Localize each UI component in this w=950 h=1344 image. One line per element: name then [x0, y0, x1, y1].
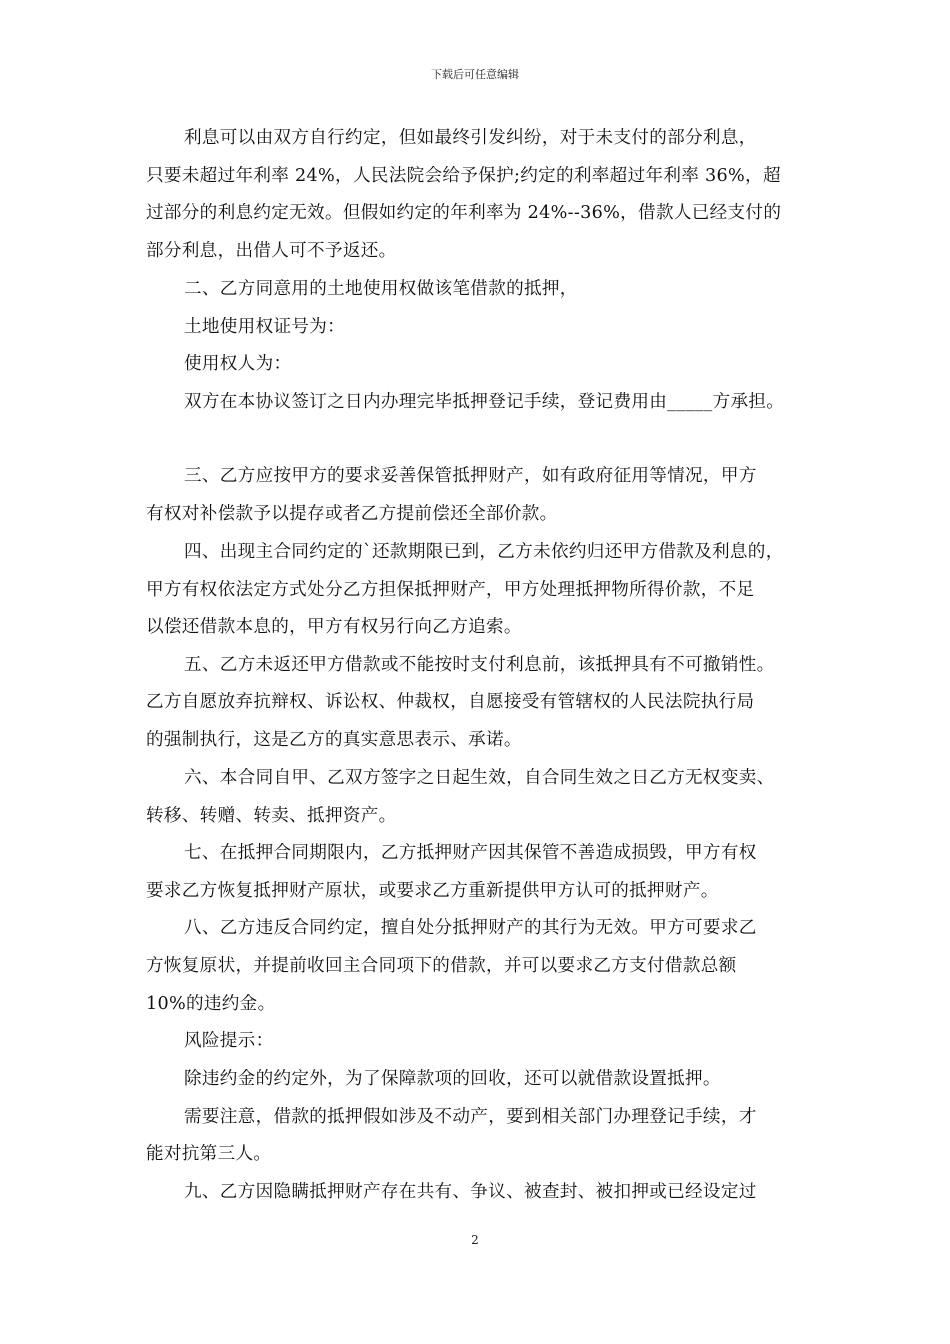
body-line: 土地使用权证号为：	[184, 317, 346, 337]
body-line: 乙方自愿放弃抗辩权、诉讼权、仲裁权，自愿接受有管辖权的人民法院执行局	[146, 692, 755, 712]
body-line: 九、乙方因隐瞒抵押财产存在共有、争议、被查封、被扣押或已经设定过	[184, 1182, 757, 1202]
body-line: 部分利息，出借人可不予返还。	[146, 241, 397, 261]
body-line: 双方在本协议签订之日内办理完毕抵押登记手续，登记费用由_____方承担。	[184, 392, 785, 412]
body-line: 要求乙方恢复抵押财产原状，或要求乙方重新提供甲方认可的抵押财产。	[146, 881, 719, 901]
body-line: 以偿还借款本息的，甲方有权另行向乙方追索。	[146, 617, 522, 637]
body-line: 三、乙方应按甲方的要求妥善保管抵押财产，如有政府征用等情况，甲方	[184, 466, 757, 486]
body-line: 能对抗第三人。	[146, 1144, 272, 1164]
body-line: 六、本合同自甲、乙双方签字之日起生效，自合同生效之日乙方无权变卖、	[184, 768, 775, 788]
body-line: 除违约金的约定外，为了保障款项的回收，还可以就借款设置抵押。	[184, 1069, 721, 1089]
body-line: 10%的违约金。	[146, 994, 276, 1014]
body-line: 使用权人为：	[184, 354, 292, 374]
page-header-note: 下载后可任意编辑	[431, 68, 519, 81]
body-line: 转移、转赠、转卖、抵押资产。	[146, 806, 397, 826]
body-line: 的强制执行，这是乙方的真实意思表示、承诺。	[146, 730, 522, 750]
body-line: 四、出现主合同约定的`还款期限已到，乙方未依约归还甲方借款及利息的，	[184, 542, 784, 562]
body-line: 利息可以由双方自行约定，但如最终引发纠纷，对于未支付的部分利息，	[184, 128, 757, 148]
body-line: 二、乙方同意用的土地使用权做该笔借款的抵押，	[184, 279, 578, 299]
body-line: 风险提示：	[184, 1031, 274, 1051]
page-number: 2	[471, 1233, 479, 1247]
body-line: 需要注意，借款的抵押假如涉及不动产，要到相关部门办理登记手续，才	[184, 1107, 757, 1127]
body-line: 方恢复原状，并提前收回主合同项下的借款，并可以要求乙方支付借款总额	[146, 956, 737, 976]
body-line: 甲方有权依法定方式处分乙方担保抵押财产，甲方处理抵押物所得价款，不足	[146, 580, 755, 600]
body-line: 七、在抵押合同期限内，乙方抵押财产因其保管不善造成损毁，甲方有权	[184, 843, 757, 863]
body-line: 过部分的利息约定无效。但假如约定的年利率为 24%--36%，借款人已经支付的	[146, 203, 782, 223]
body-line: 八、乙方违反合同约定，擅自处分抵押财产的其行为无效。甲方可要求乙	[184, 918, 757, 938]
body-line: 只要未超过年利率 24%，人民法院会给予保护;约定的利率超过年利率 36%，超	[146, 166, 781, 186]
body-line: 五、乙方未返还甲方借款或不能按时支付利息前，该抵押具有不可撤销性。	[184, 655, 775, 675]
body-line: 有权对补偿款予以提存或者乙方提前偿还全部价款。	[146, 504, 558, 524]
